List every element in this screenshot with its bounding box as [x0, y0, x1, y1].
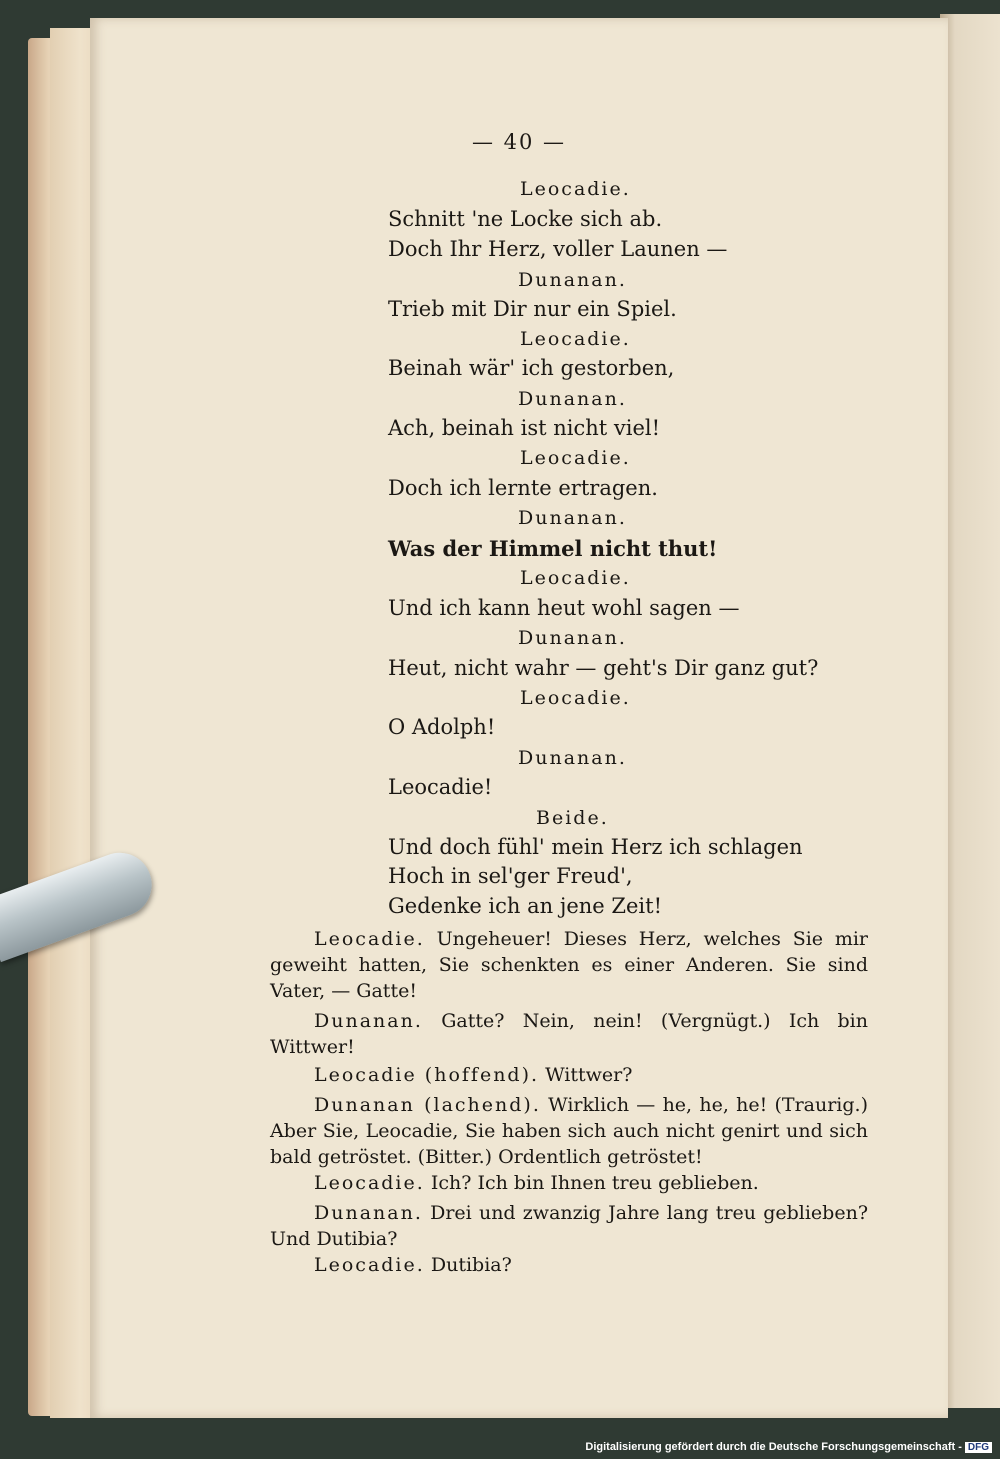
prose-paragraph — [270, 1200, 868, 1252]
verse-line: Doch ich lernte ertragen. — [388, 476, 658, 500]
verse-speaker: Leocadie. — [520, 328, 631, 350]
prose-speaker: Leocadie. — [314, 928, 425, 950]
verse-line: Und doch fühl' mein Herz ich schlagen — [388, 835, 803, 859]
prose-speaker: Leocadie. — [314, 1172, 425, 1194]
verse-speaker: Leocadie. — [520, 447, 631, 469]
footer-text: Digitalisierung gefördert durch die Deutsche Forschungsgemeinschaft - — [585, 1441, 962, 1453]
verse-line: O Adolph! — [388, 715, 496, 739]
verse-line: Heut, nicht wahr — geht's Dir ganz gut? — [388, 656, 819, 680]
prose-text: Dutibia? — [430, 1254, 512, 1276]
verse-speaker: Dunanan. — [518, 388, 627, 410]
verse-speaker: Beide. — [536, 807, 609, 829]
verse-line: Leocadie! — [388, 775, 493, 799]
verse-line: Schnitt 'ne Locke sich ab. — [388, 207, 663, 231]
verse-line: Trieb mit Dir nur ein Spiel. — [388, 297, 677, 321]
prose-text: Wittwer? — [545, 1064, 633, 1086]
prose-text: Ich? Ich bin Ihnen treu geblieben. — [430, 1172, 759, 1194]
verse-speaker: Leocadie. — [520, 687, 631, 709]
page-number: — 40 — — [471, 130, 567, 154]
prose-speaker: Leocadie (hoffend). — [314, 1064, 540, 1086]
prose-text: Drei und zwanzig Jahre lang treu geblieben? Und Dutibia? — [270, 1202, 869, 1250]
verse-line: Und ich kann heut wohl sagen — — [388, 596, 740, 620]
verse-line: Hoch in sel'ger Freud', — [388, 864, 633, 888]
verse-speaker: Leocadie. — [520, 567, 631, 589]
verse-line: Was der Himmel nicht thut! — [388, 536, 718, 561]
verse-speaker: Dunanan. — [518, 507, 627, 529]
book-page — [90, 18, 948, 1418]
verse-speaker: Dunanan. — [518, 627, 627, 649]
prose-paragraph — [270, 1092, 868, 1170]
dfg-logo: DFG — [965, 1442, 992, 1453]
prose-paragraph — [270, 1008, 868, 1060]
prose-text: Ungeheuer! Dieses Herz, welches Sie mir geweiht hatten, Sie schenkten es einer Anderen. Sie sind Vater, — Gatte! — [270, 928, 868, 1002]
verse-line: Gedenke ich an jene Zeit! — [388, 894, 663, 918]
verse-line: Doch Ihr Herz, voller Launen — — [388, 237, 728, 261]
prose-paragraph — [270, 1170, 868, 1196]
prose-paragraph — [270, 1252, 868, 1278]
verse-speaker: Dunanan. — [518, 269, 627, 291]
verse-line: Ach, beinah ist nicht viel! — [388, 416, 661, 440]
prose-text: Wirklich — he, he, he! (Traurig.) Aber Sie, Leocadie, Sie haben sich auch nicht genirt und sich bald getröstet. (Bitter.) Ordentlich getröstet! — [270, 1094, 868, 1168]
prose-speaker: Dunanan (lachend). — [314, 1094, 541, 1116]
footer-credit — [585, 1441, 992, 1453]
verse-line: Beinah wär' ich gestorben, — [388, 356, 675, 380]
facing-page-edge — [940, 14, 1000, 1408]
prose-speaker: Dunanan. — [314, 1202, 423, 1224]
prose-paragraph — [270, 926, 868, 1004]
verse-speaker: Dunanan. — [518, 747, 627, 769]
prose-speaker: Leocadie. — [314, 1254, 425, 1276]
prose-text: Gatte? Nein, nein! (Vergnügt.) Ich bin Wittwer! — [270, 1010, 868, 1058]
prose-paragraph — [270, 1062, 868, 1088]
verse-speaker: Leocadie. — [520, 178, 631, 200]
prose-speaker: Dunanan. — [314, 1010, 423, 1032]
